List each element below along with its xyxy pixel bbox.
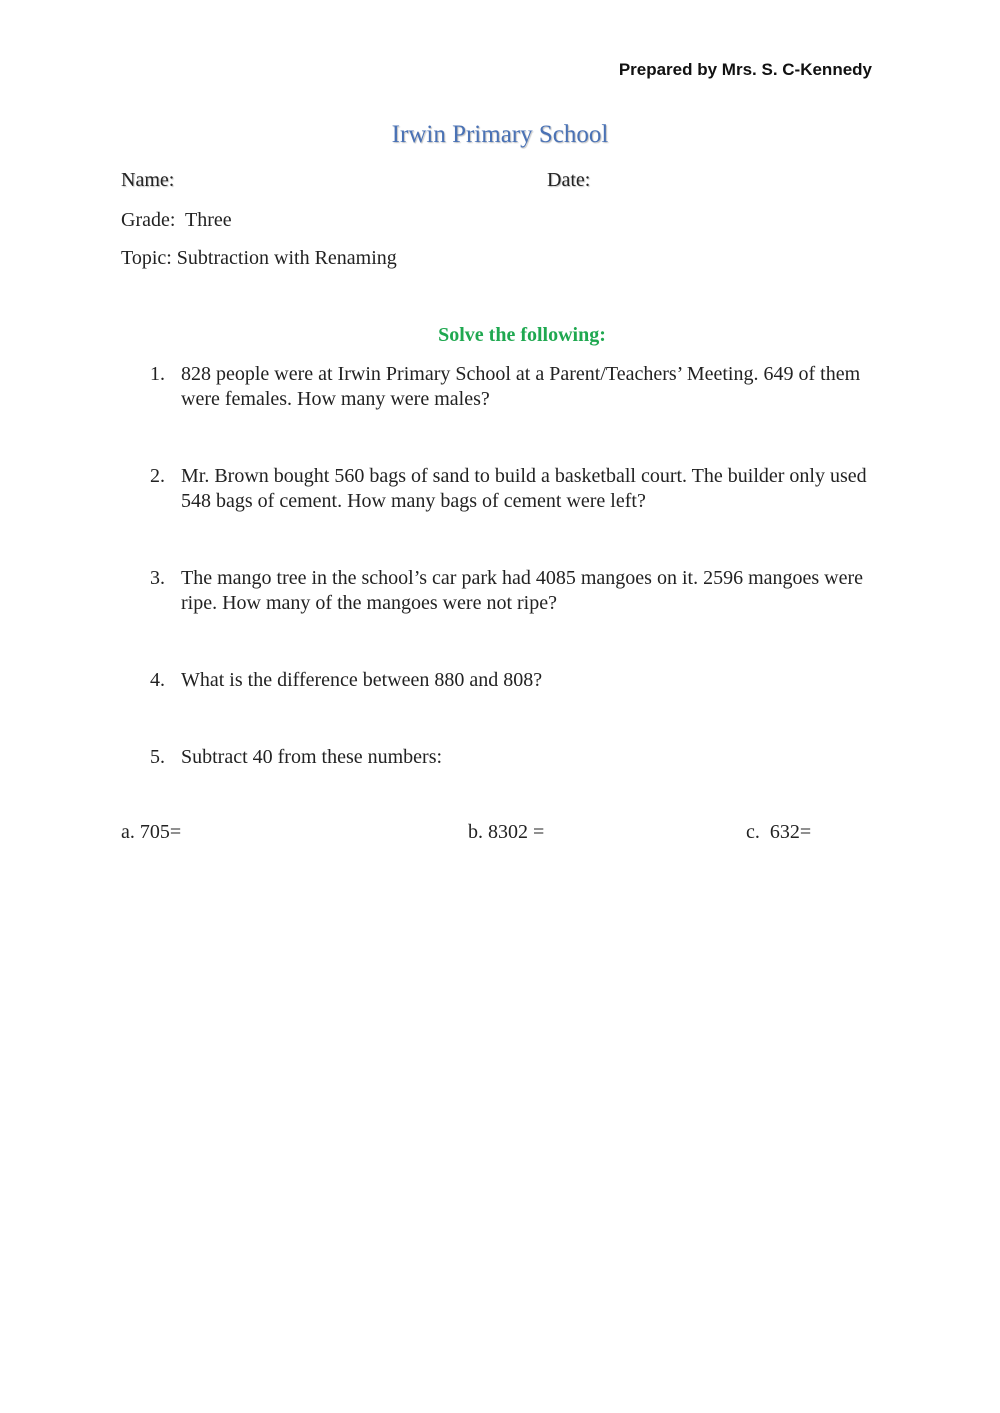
sub-item-b: b. 8302 = [468,821,545,843]
question-item [150,668,880,693]
question-item [150,362,880,412]
question-text: Subtract 40 from these numbers: [181,746,443,768]
instruction-heading: Solve the following: [438,324,606,346]
sub-item-c: c. 632= [746,821,812,843]
question-item [150,566,880,616]
date-label: Date: [547,169,591,191]
prepared-by: Prepared by Mrs. S. C-Kennedy [618,60,872,79]
sub-item-a: a. 705= [121,821,182,843]
question-item [150,745,880,770]
question-number: 5. [150,746,165,768]
question-text: The mango tree in the school’s car park had 4085 mangoes on it. 2596 mangoes were ripe. How many of the mangoes were not ripe? [181,567,864,614]
question-number: 2. [150,465,165,487]
school-title: Irwin Primary School [391,121,609,148]
question-number: 4. [150,669,165,691]
question-text: What is the difference between 880 and 808? [181,669,543,691]
question-number: 3. [150,567,165,589]
question-text: Mr. Brown bought 560 bags of sand to build a basketball court. The builder only used 548 bags of cement. How many bags of cement were left? [181,465,867,512]
name-label: Name: [121,169,175,191]
topic-label: Topic: Subtraction with Renaming [121,247,397,269]
grade-label: Grade: Three [121,209,232,231]
question-number: 1. [150,363,165,385]
question-text: 828 people were at Irwin Primary School at a Parent/Teachers’ Meeting. 649 of them were females. How many were males? [181,363,861,410]
question-item [150,464,880,514]
